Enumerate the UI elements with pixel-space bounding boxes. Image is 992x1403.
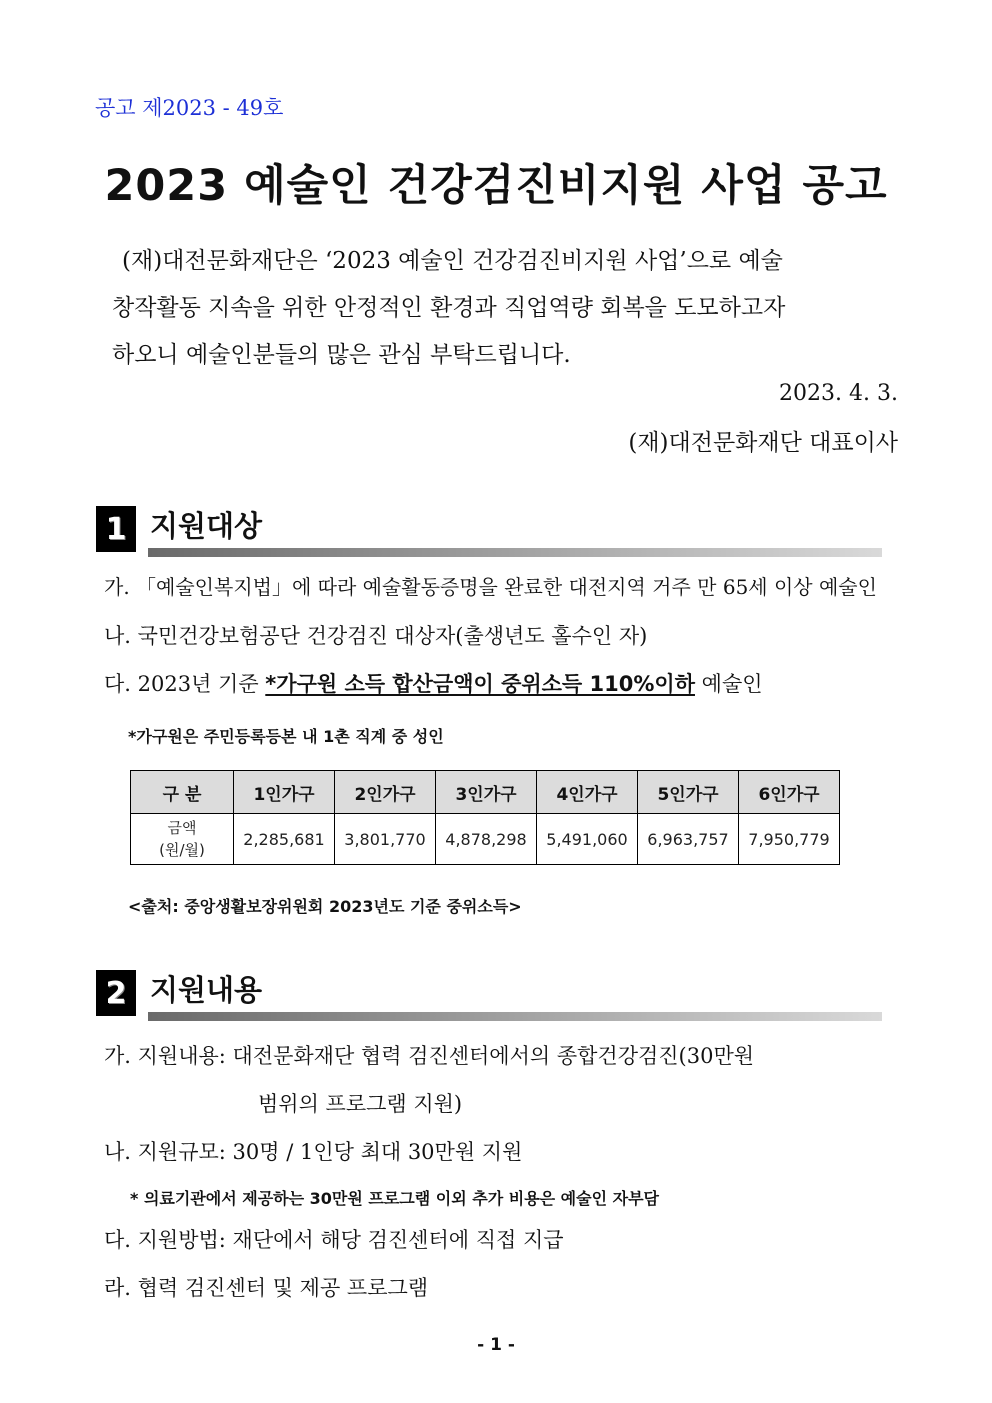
table-header-row [131, 771, 840, 814]
section-1-header [96, 506, 882, 558]
section-2-header [96, 970, 882, 1022]
table-cell: 7,950,779 [739, 814, 840, 865]
table-header-cell: 6인가구 [739, 771, 840, 814]
table-cell: 5,491,060 [537, 814, 638, 865]
notice-date: 2023. 4. 3. [779, 381, 898, 406]
support-item: 가. 지원내용: 대전문화재단 협력 검진센터에서의 종합건강검진(30만원 [104, 1044, 755, 1068]
income-table [130, 770, 840, 865]
table-cell: 2,285,681 [234, 814, 335, 865]
section-title: 지원내용 [150, 973, 263, 1007]
item-prefix: 다. 2023년 기준 [104, 672, 266, 696]
section-number-badge: 1 [96, 506, 136, 552]
table-row [131, 814, 840, 865]
page-title: 2023 예술인 건강검진비지원 사업 공고 [104, 161, 888, 211]
household-note: *가구원은 주민등록등본 내 1촌 직계 중 성인 [128, 727, 444, 746]
section-number-badge: 2 [96, 970, 136, 1016]
notice-number: 공고 제2023 - 49호 [95, 96, 284, 120]
support-item: 나. 지원규모: 30명 / 1인당 최대 30만원 지원 [104, 1140, 523, 1164]
table-cell: 4,878,298 [436, 814, 537, 865]
table-row-label [131, 814, 234, 865]
income-criterion: *가구원 소득 합산금액이 중위소득 110%이하 [265, 672, 695, 696]
table-header-cell: 4인가구 [537, 771, 638, 814]
row-label-line: 금액 [167, 819, 197, 837]
eligibility-item [104, 668, 763, 698]
table-cell: 3,801,770 [335, 814, 436, 865]
page-number: - 1 - [477, 1335, 515, 1355]
intro-line: 창작활동 지속을 위한 안정적인 환경과 직업역량 회복을 도모하고자 [112, 295, 786, 321]
table-header-cell: 1인가구 [234, 771, 335, 814]
eligibility-item: 가. 「예술인복지법」에 따라 예술활동증명을 완료한 대전지역 거주 만 65세 이상 예술인 [104, 575, 877, 599]
table-header-cell: 5인가구 [638, 771, 739, 814]
support-item-continued: 범위의 프로그램 지원) [258, 1092, 463, 1116]
intro-paragraph [112, 238, 898, 379]
support-item: 라. 협력 검진센터 및 제공 프로그램 [104, 1276, 429, 1300]
intro-line: 하오니 예술인분들의 많은 관심 부탁드립니다. [112, 342, 571, 368]
table-cell: 6,963,757 [638, 814, 739, 865]
row-label-line: (원/월) [159, 841, 205, 859]
section-title: 지원대상 [150, 509, 263, 543]
eligibility-item: 나. 국민건강보험공단 건강검진 대상자(출생년도 홀수인 자) [104, 624, 648, 648]
table-header-cell: 3인가구 [436, 771, 537, 814]
section-divider [148, 1012, 882, 1021]
table-header-cell: 구 분 [131, 771, 234, 814]
table-header-cell: 2인가구 [335, 771, 436, 814]
cost-note: * 의료기관에서 제공하는 30만원 프로그램 이외 추가 비용은 예술인 자부담 [130, 1189, 659, 1208]
table-source: <출처: 중앙생활보장위원회 2023년도 기준 중위소득> [128, 897, 522, 916]
item-suffix: 예술인 [694, 672, 763, 696]
section-divider [148, 548, 882, 557]
support-item: 다. 지원방법: 재단에서 해당 검진센터에 직접 지급 [104, 1228, 564, 1252]
intro-line: (재)대전문화재단은 ‘2023 예술인 건강검진비지원 사업’으로 예술 [122, 248, 783, 274]
issuer: (재)대전문화재단 대표이사 [628, 430, 898, 456]
